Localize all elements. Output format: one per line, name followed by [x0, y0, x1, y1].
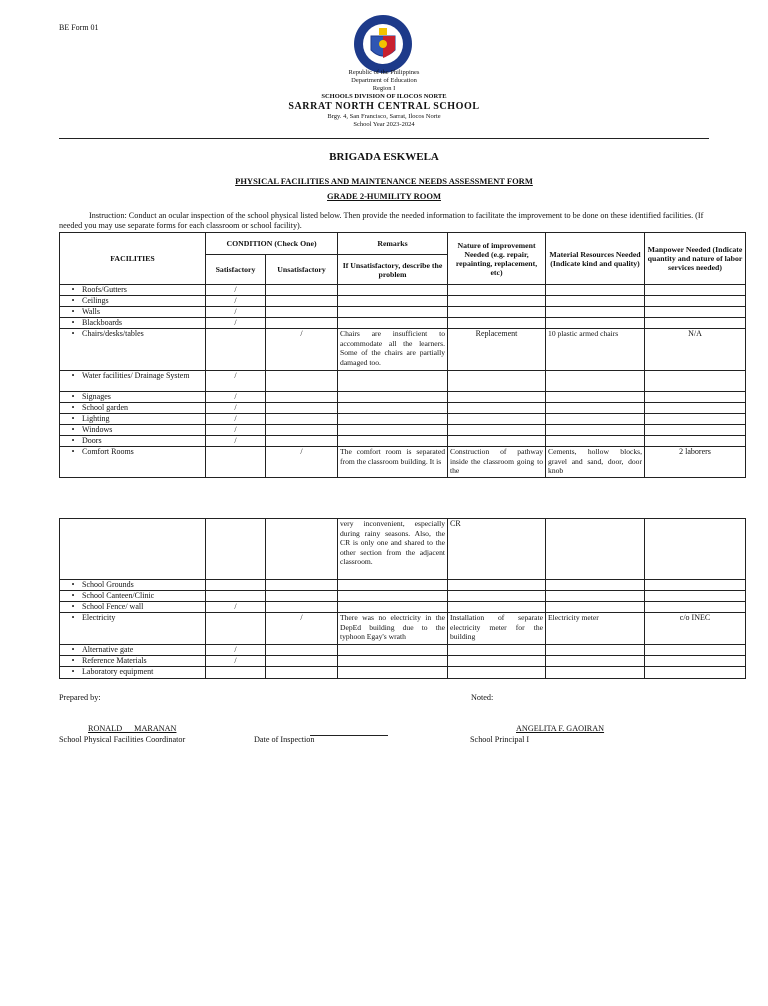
- facility-label: Windows: [82, 425, 113, 434]
- remarks-cell: [338, 403, 448, 414]
- nature-cell: [448, 371, 546, 392]
- facility-cell: [60, 318, 206, 329]
- facility-label: Roofs/Gutters: [82, 285, 127, 294]
- division-line: SCHOOLS DIVISION OF ILOCOS NORTE: [321, 93, 447, 100]
- unsatisfactory-check-cell: /: [266, 329, 338, 371]
- material-cell: [546, 307, 645, 318]
- table-row: [60, 285, 746, 296]
- facility-cell: [60, 447, 206, 478]
- manpower-cell: [645, 591, 746, 602]
- principal-name: ANGELITA F. GAOIRAN: [516, 724, 605, 733]
- table-row: [60, 425, 746, 436]
- bullet-icon: •: [71, 436, 75, 445]
- remarks-cell: [338, 371, 448, 392]
- unsatisfactory-check-cell: [266, 414, 338, 425]
- manpower-cell: [645, 425, 746, 436]
- manpower-cell: [645, 656, 746, 667]
- region-line: Region I: [372, 85, 396, 92]
- nature-cell: [448, 425, 546, 436]
- header-manpower: Manpower Needed (Indicate quantity and nature of labor services needed): [645, 233, 746, 285]
- unsatisfactory-check-cell: [266, 656, 338, 667]
- facility-cell: [60, 613, 206, 645]
- table-row: [60, 296, 746, 307]
- facility-label: Ceilings: [82, 296, 109, 305]
- table-row: [60, 591, 746, 602]
- header-condition: CONDITION (Check One): [206, 233, 338, 255]
- material-cell: Cements, hollow blocks, gravel and sand, door, door knob: [546, 447, 645, 478]
- satisfactory-check-cell: /: [206, 371, 266, 392]
- material-cell: [546, 602, 645, 613]
- table-row: [60, 656, 746, 667]
- principal-title: School Principal I: [470, 735, 530, 744]
- bullet-icon: •: [71, 447, 75, 456]
- remarks-cell: [338, 656, 448, 667]
- bullet-icon: •: [71, 591, 75, 600]
- remarks-cell: very inconvenient, especially during rainy seasons. Also, the CR is only one and shared to the other section from the adjacent classroom.: [338, 519, 448, 580]
- nature-cell: Construction of pathway inside the classroom going to the: [448, 447, 546, 478]
- material-cell: [546, 656, 645, 667]
- material-cell: [546, 645, 645, 656]
- manpower-cell: [645, 519, 746, 580]
- header-remarks-sub: If Unsatisfactory, describe the problem: [338, 255, 448, 285]
- bullet-icon: •: [71, 580, 75, 589]
- facility-cell: [60, 580, 206, 591]
- facility-cell: [60, 656, 206, 667]
- table-row: [60, 307, 746, 318]
- nature-cell: Replacement: [448, 329, 546, 371]
- unsatisfactory-check-cell: [266, 645, 338, 656]
- nature-cell: [448, 436, 546, 447]
- remarks-cell: [338, 318, 448, 329]
- facility-cell: [60, 285, 206, 296]
- facility-label: Blackboards: [82, 318, 122, 327]
- table-row: [60, 645, 746, 656]
- facility-label: Lighting: [82, 414, 110, 423]
- unsatisfactory-check-cell: [266, 296, 338, 307]
- facility-cell: [60, 371, 206, 392]
- satisfactory-check-cell: /: [206, 285, 266, 296]
- nature-cell: [448, 285, 546, 296]
- material-cell: [546, 580, 645, 591]
- manpower-cell: [645, 403, 746, 414]
- material-cell: [546, 519, 645, 580]
- facility-cell: [60, 645, 206, 656]
- table-row: [60, 519, 746, 580]
- bullet-icon: •: [71, 329, 75, 338]
- manpower-cell: c/o INEC: [645, 613, 746, 645]
- satisfactory-check-cell: [206, 519, 266, 580]
- facility-cell: [60, 667, 206, 679]
- bullet-icon: •: [71, 392, 75, 401]
- instruction-text: Instruction: Conduct an ocular inspection of the school physical listed below. Then provide the needed information to facilitate the improvement to be done on these identified facilities. (If needed you may use separate forms for each classroom or school facility).: [59, 211, 704, 230]
- room-title: GRADE 2-HUMILITY ROOM: [327, 191, 441, 201]
- manpower-cell: [645, 392, 746, 403]
- satisfactory-check-cell: /: [206, 307, 266, 318]
- nature-cell: [448, 602, 546, 613]
- unsatisfactory-check-cell: /: [266, 613, 338, 645]
- satisfactory-check-cell: /: [206, 318, 266, 329]
- satisfactory-check-cell: /: [206, 602, 266, 613]
- material-cell: [546, 414, 645, 425]
- bullet-icon: •: [71, 296, 75, 305]
- facility-cell: [60, 414, 206, 425]
- manpower-cell: [645, 580, 746, 591]
- remarks-cell: [338, 591, 448, 602]
- unsatisfactory-check-cell: [266, 519, 338, 580]
- prepared-by-label: Prepared by:: [59, 693, 101, 702]
- satisfactory-check-cell: [206, 329, 266, 371]
- facility-cell: [60, 329, 206, 371]
- satisfactory-check-cell: /: [206, 656, 266, 667]
- manpower-cell: [645, 602, 746, 613]
- manpower-cell: [645, 371, 746, 392]
- material-cell: [546, 436, 645, 447]
- department-line: Department of Education: [351, 77, 417, 84]
- material-cell: 10 plastic armed chairs: [546, 329, 645, 371]
- table-row: [60, 318, 746, 329]
- material-cell: [546, 285, 645, 296]
- bullet-icon: •: [71, 371, 75, 380]
- remarks-cell: [338, 425, 448, 436]
- table-row: [60, 447, 746, 478]
- satisfactory-check-cell: [206, 580, 266, 591]
- satisfactory-check-cell: /: [206, 403, 266, 414]
- unsatisfactory-check-cell: [266, 318, 338, 329]
- header-remarks: Remarks: [338, 233, 448, 255]
- unsatisfactory-check-cell: [266, 602, 338, 613]
- bullet-icon: •: [71, 656, 75, 665]
- facility-cell: [60, 403, 206, 414]
- facility-label: Laboratory equipment: [82, 667, 154, 676]
- table-row: [60, 392, 746, 403]
- date-signature-line: [310, 735, 388, 736]
- manpower-cell: N/A: [645, 329, 746, 371]
- nature-cell: [448, 307, 546, 318]
- bullet-icon: •: [71, 613, 75, 622]
- table-row: [60, 602, 746, 613]
- table-row: [60, 667, 746, 679]
- table-body-part-1: [60, 285, 746, 478]
- unsatisfactory-check-cell: [266, 580, 338, 591]
- facility-label: Signages: [82, 392, 111, 401]
- bullet-icon: •: [71, 285, 75, 294]
- material-cell: [546, 667, 645, 679]
- nature-cell: Installation of separate electricity meter for the building: [448, 613, 546, 645]
- satisfactory-check-cell: /: [206, 436, 266, 447]
- preparer-name: RONALD MARANAN: [88, 724, 177, 733]
- manpower-cell: [645, 414, 746, 425]
- manpower-cell: [645, 285, 746, 296]
- nature-cell: [448, 403, 546, 414]
- header-nature: Nature of improvement Needed (e.g. repair, repainting, replacement, etc): [448, 233, 546, 285]
- table-row: [60, 580, 746, 591]
- header-divider: [59, 138, 709, 139]
- nature-cell: [448, 318, 546, 329]
- unsatisfactory-check-cell: [266, 403, 338, 414]
- nature-cell: [448, 656, 546, 667]
- bullet-icon: •: [71, 602, 75, 611]
- facility-cell: [60, 602, 206, 613]
- material-cell: Electricity meter: [546, 613, 645, 645]
- unsatisfactory-check-cell: /: [266, 447, 338, 478]
- preparer-title: School Physical Facilities Coordinator: [59, 735, 186, 744]
- unsatisfactory-check-cell: [266, 371, 338, 392]
- unsatisfactory-check-cell: [266, 436, 338, 447]
- table-row: [60, 414, 746, 425]
- facility-cell: [60, 296, 206, 307]
- header-material: Material Resources Needed (Indicate kind and quality): [546, 233, 645, 285]
- material-cell: [546, 392, 645, 403]
- nature-cell: [448, 591, 546, 602]
- date-of-inspection-label: Date of Inspection: [254, 735, 315, 744]
- remarks-cell: [338, 392, 448, 403]
- remarks-cell: [338, 580, 448, 591]
- facility-label: School Grounds: [82, 580, 134, 589]
- facility-cell: [60, 436, 206, 447]
- nature-cell: [448, 667, 546, 679]
- nature-cell: [448, 580, 546, 591]
- facility-label: School Canteen/Clinic: [82, 591, 155, 600]
- satisfactory-check-cell: [206, 667, 266, 679]
- bullet-icon: •: [71, 318, 75, 327]
- noted-label: Noted:: [471, 693, 494, 702]
- satisfactory-check-cell: /: [206, 296, 266, 307]
- remarks-cell: [338, 414, 448, 425]
- facility-cell: [60, 307, 206, 318]
- material-cell: [546, 296, 645, 307]
- unsatisfactory-check-cell: [266, 425, 338, 436]
- school-year: School Year 2023-2024: [353, 121, 415, 128]
- bullet-icon: •: [71, 645, 75, 654]
- manpower-cell: [645, 296, 746, 307]
- deped-seal-logo: [353, 14, 413, 74]
- header-satisfactory: Satisfactory: [206, 255, 266, 285]
- assessment-table-part-1: [59, 232, 746, 478]
- unsatisfactory-check-cell: [266, 667, 338, 679]
- facility-label: Reference Materials: [82, 656, 147, 665]
- satisfactory-check-cell: [206, 613, 266, 645]
- bullet-icon: •: [71, 307, 75, 316]
- satisfactory-check-cell: [206, 447, 266, 478]
- material-cell: [546, 403, 645, 414]
- unsatisfactory-check-cell: [266, 591, 338, 602]
- satisfactory-check-cell: /: [206, 414, 266, 425]
- remarks-cell: [338, 285, 448, 296]
- material-cell: [546, 318, 645, 329]
- remarks-cell: Chairs are insufficient to accommodate all the learners. Some of the chairs are partially damaged too.: [338, 329, 448, 371]
- material-cell: [546, 371, 645, 392]
- satisfactory-check-cell: /: [206, 392, 266, 403]
- remarks-cell: [338, 436, 448, 447]
- facility-label: Alternative gate: [82, 645, 134, 654]
- facility-cell: [60, 591, 206, 602]
- nature-cell: [448, 296, 546, 307]
- facility-label: Comfort Rooms: [82, 447, 134, 456]
- table-row: [60, 371, 746, 392]
- facility-label: School Fence/ wall: [82, 602, 144, 611]
- remarks-cell: [338, 645, 448, 656]
- satisfactory-check-cell: /: [206, 645, 266, 656]
- satisfactory-check-cell: /: [206, 425, 266, 436]
- manpower-cell: [645, 667, 746, 679]
- table-row: [60, 403, 746, 414]
- bullet-icon: •: [71, 414, 75, 423]
- header-facilities: FACILITIES: [60, 233, 206, 285]
- remarks-cell: The comfort room is separated from the classroom building. It is: [338, 447, 448, 478]
- assessment-table-part-2: [59, 518, 746, 679]
- facility-label: Walls: [82, 307, 101, 316]
- remarks-cell: [338, 307, 448, 318]
- school-address: Brgy. 4, San Francisco, Sarrat, Ilocos Norte: [327, 113, 441, 120]
- unsatisfactory-check-cell: [266, 392, 338, 403]
- table-row: [60, 436, 746, 447]
- remarks-cell: [338, 296, 448, 307]
- form-code: BE Form 01: [59, 23, 99, 32]
- country-line: Republic of the Philippines: [348, 69, 420, 76]
- facility-cell: [60, 425, 206, 436]
- table-body-part-2: [60, 519, 746, 679]
- material-cell: [546, 425, 645, 436]
- satisfactory-check-cell: [206, 591, 266, 602]
- manpower-cell: [645, 318, 746, 329]
- nature-cell: [448, 414, 546, 425]
- manpower-cell: [645, 436, 746, 447]
- page-title: BRIGADA ESKWELA: [329, 151, 439, 163]
- facility-label: Electricity: [82, 613, 116, 622]
- unsatisfactory-check-cell: [266, 285, 338, 296]
- facility-label: Chairs/desks/tables: [82, 329, 144, 338]
- school-name: SARRAT NORTH CENTRAL SCHOOL: [288, 101, 480, 112]
- remarks-cell: [338, 667, 448, 679]
- table-row: [60, 329, 746, 371]
- manpower-cell: [645, 645, 746, 656]
- facility-cell: [60, 392, 206, 403]
- facility-label: Water facilities/ Drainage System: [82, 371, 190, 380]
- remarks-cell: There was no electricity in the DepEd building due to the typhoon Egay's wrath: [338, 613, 448, 645]
- nature-cell: [448, 392, 546, 403]
- bullet-icon: •: [71, 403, 75, 412]
- form-title: PHYSICAL FACILITIES AND MAINTENANCE NEEDS ASSESSMENT FORM: [235, 176, 533, 186]
- remarks-cell: [338, 602, 448, 613]
- facility-label: School garden: [82, 403, 128, 412]
- facility-cell: [60, 519, 206, 580]
- manpower-cell: 2 laborers: [645, 447, 746, 478]
- facility-label: Doors: [82, 436, 102, 445]
- manpower-cell: [645, 307, 746, 318]
- unsatisfactory-check-cell: [266, 307, 338, 318]
- bullet-icon: •: [71, 667, 75, 676]
- nature-cell: [448, 645, 546, 656]
- bullet-icon: •: [71, 425, 75, 434]
- nature-cell: CR: [448, 519, 546, 580]
- material-cell: [546, 591, 645, 602]
- table-row: [60, 613, 746, 645]
- header-unsatisfactory: Unsatisfactory: [266, 255, 338, 285]
